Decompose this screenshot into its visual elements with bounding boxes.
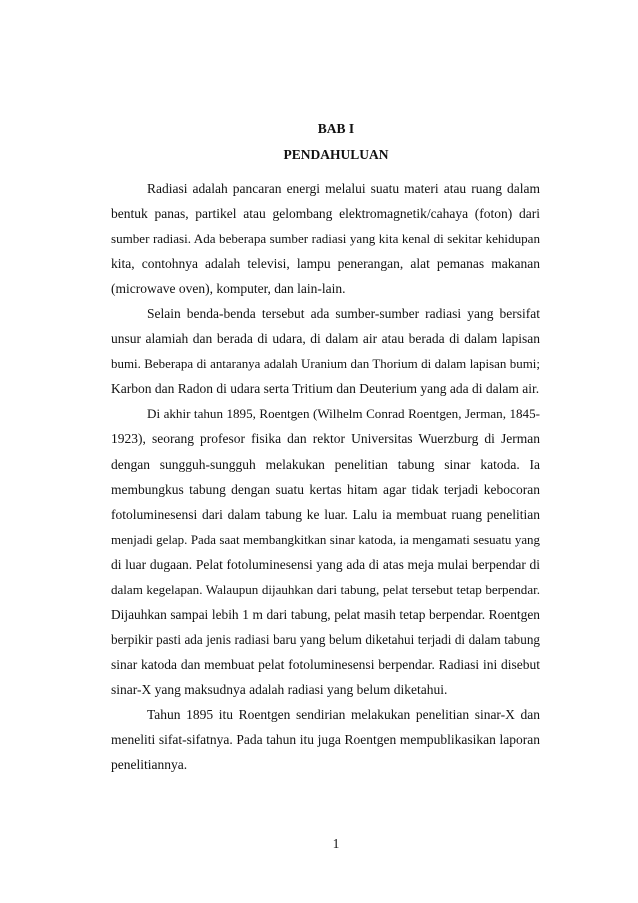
- text-line: fotoluminesensi dari dalam tabung ke luar. Lalu ia membuat ruang penelitian: [111, 506, 540, 522]
- text-line: Tahun 1895 itu Roentgen sendirian melakukan penelitian sinar-X dan: [147, 706, 540, 722]
- text-line: meneliti sifat-sifatnya. Pada tahun itu juga Roentgen mempublikasikan laporan: [111, 732, 540, 748]
- text-line: Radiasi adalah pancaran energi melalui suatu materi atau ruang dalam: [147, 181, 540, 196]
- paragraph: [111, 301, 540, 401]
- text-line: Dijauhkan sampai lebih 1 m dari tabung, pelat masih tetap berpendar. Roentgen: [111, 606, 540, 622]
- text-line: berpikir pasti ada jenis radiasi baru yang belum diketahui terjadi di dalam tabung: [111, 631, 540, 647]
- text-line: Karbon dan Radon di udara serta Tritium dan Deuterium yang ada di dalam air.: [111, 381, 540, 397]
- paragraph: [111, 401, 540, 702]
- text-line: bumi. Beberapa di antaranya adalah Uranium dan Thorium di dalam lapisan bumi;: [111, 356, 540, 372]
- text-line: unsur alamiah dan berada di udara, di dalam air atau berada di dalam lapisan: [111, 331, 540, 347]
- page-number: 1: [332, 836, 340, 851]
- text-line: dengan sungguh-sungguh melakukan penelitian tabung sinar katoda. Ia: [111, 456, 540, 472]
- text-line: 1923), seorang profesor fisika dan rektor Universitas Wuerzburg di Jerman: [111, 431, 540, 447]
- text-line: Di akhir tahun 1895, Roentgen (Wilhelm Conrad Roentgen, Jerman, 1845-: [147, 406, 540, 422]
- text-line: menjadi gelap. Pada saat membangkitkan sinar katoda, ia mengamati sesuatu yang: [111, 531, 540, 547]
- chapter-title: PENDAHULUAN: [283, 147, 389, 162]
- text-line: sinar katoda dan membuat pelat fotoluminesensi berpendar. Radiasi ini disebut: [111, 656, 540, 672]
- text-line: (microwave oven), komputer, dan lain-lain.: [111, 281, 346, 297]
- body-text: [111, 176, 540, 777]
- text-line: penelitiannya.: [111, 757, 188, 773]
- paragraph: [111, 702, 540, 777]
- text-line: membungkus tabung dengan suatu kertas hitam agar tidak terjadi kebocoran: [111, 481, 540, 497]
- text-line: dalam kegelapan. Walaupun dijauhkan dari tabung, pelat tersebut tetap berpendar.: [111, 581, 540, 597]
- text-line: kita, contohnya adalah televisi, lampu penerangan, alat pemanas makanan: [111, 256, 540, 272]
- text-line: di luar dugaan. Pelat fotoluminesensi yang ada di atas meja mulai berpendar di: [111, 556, 540, 572]
- text-line: Selain benda-benda tersebut ada sumber-sumber radiasi yang bersifat: [147, 306, 540, 322]
- text-line: sinar-X yang maksudnya adalah radiasi yang belum diketahui.: [111, 681, 448, 697]
- text-line: sumber radiasi. Ada beberapa sumber radiasi yang kita kenal di sekitar kehidupan: [111, 231, 540, 247]
- chapter-heading: BAB I: [317, 121, 355, 136]
- text-line: bentuk panas, partikel atau gelombang elektromagnetik/cahaya (foton) dari: [111, 206, 540, 222]
- paragraph: [111, 176, 540, 301]
